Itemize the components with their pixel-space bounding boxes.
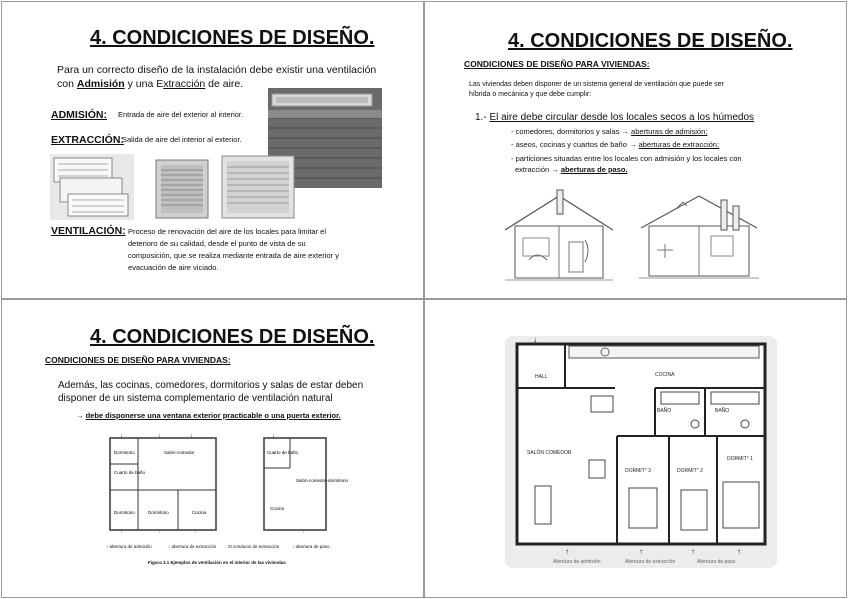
ventilacion-line-2: deterioro de su calidad, desde el punto de vista de su [128, 239, 306, 248]
bullet-2-text: - aseos, cocinas y cuartos de baño → [511, 140, 639, 149]
floor-plan-1 [108, 434, 220, 534]
extraccion-text: Salida de aire del interior al exterior. [122, 135, 242, 144]
room-dorm-2: DORMIT° 2 [677, 468, 703, 474]
slide-title: 4. CONDICIONES DE DISEÑO. [508, 30, 793, 52]
svg-text:↑: ↑ [737, 547, 741, 556]
bullet-1 [511, 128, 707, 137]
plan2-room-1: Cuarto de baño [267, 450, 299, 455]
intro-y: y una E [124, 78, 164, 90]
arrow-icon: → [76, 411, 86, 420]
room-bano-1: BAÑO [657, 408, 672, 414]
grille-photo-1 [50, 154, 134, 220]
plan1-room-6: Cocina [192, 510, 207, 515]
svg-text:↓: ↓ [158, 433, 161, 439]
para-line-1: Las viviendas deben disponer de un sistema general de ventilación que puede ser [469, 81, 724, 88]
legend-extraccion: Abertura de extracción [625, 559, 676, 565]
ventilacion-label: VENTILACIÓN: [51, 225, 126, 237]
apartment-floor-plan [505, 336, 777, 568]
svg-text:↑: ↑ [565, 547, 569, 556]
svg-text:↓: ↓ [272, 433, 275, 439]
para-line-1: Además, las cocinas, comedores, dormitorios y salas de estar deben [58, 380, 364, 391]
svg-text:↓: ↓ [120, 433, 123, 439]
legend-item-1: ↑ abertura de admisión [106, 544, 152, 549]
room-dorm-1: DORMIT° 1 [727, 456, 753, 462]
legend-label-1: abertura de admisión [109, 544, 152, 549]
bullet-3-text: extracción → [515, 165, 561, 174]
plan2-room-3: Cocina [270, 506, 285, 511]
intro-admision: Admisión [76, 78, 125, 90]
extraccion-label: EXTRACCIÓN: [51, 134, 124, 146]
plan1-room-2: Salón-comedor [164, 450, 195, 455]
legend-label-4: abertura de paso [295, 544, 330, 549]
slide-title: 4. CONDICIONES DE DISEÑO. [90, 326, 375, 348]
house-sketch-1 [499, 190, 619, 282]
point-1 [475, 112, 754, 124]
bullet-1-link: aberturas de admisión; [631, 127, 708, 136]
intro-end: de aire. [205, 78, 244, 90]
slide-subtitle: CONDICIONES DE DISEÑO PARA VIVIENDAS: [464, 59, 650, 69]
slide-1 [1, 1, 424, 299]
bullet-3-link: aberturas de paso. [560, 165, 628, 174]
legend-label-2: abertura de extracción [171, 544, 217, 549]
figure-caption: Figura 3.1 Ejemplos de ventilación en el interior de las viviendas [148, 560, 286, 565]
svg-text:↑: ↑ [639, 547, 643, 556]
intro-con: con [57, 78, 77, 90]
arrow-line-text: debe disponerse una ventana exterior practicable o una puerta exterior. [85, 411, 341, 420]
legend-item-2: ↑ abertura de extracción [168, 544, 217, 549]
svg-text:↑: ↑ [302, 529, 305, 535]
room-cocina: COCINA [655, 372, 675, 378]
arrow-line [76, 412, 341, 421]
svg-text:↑: ↑ [120, 529, 123, 535]
admision-label: ADMISIÓN: [51, 109, 107, 121]
intro-extraccion: xtracción [163, 78, 206, 90]
bullet-1-text: - comedores, dormitorios y salas → [511, 127, 632, 136]
bullet-2 [511, 141, 719, 150]
house-sketch-2 [637, 192, 761, 282]
admision-text: Entrada de aire del exterior al interior. [118, 110, 244, 119]
grille-photo-2 [156, 160, 208, 218]
room-dorm-3: DORMIT° 3 [625, 468, 651, 474]
plan1-room-5: Dormitorio [148, 510, 169, 515]
legend-paso: Abertura de paso [697, 559, 736, 565]
intro-line-2 [57, 78, 243, 90]
para-line-2: híbrida o mecánica y que debe cumplir: [469, 91, 592, 98]
grille-photo-3 [222, 156, 294, 218]
legend-item-3: ⊡ conducto de extracción [228, 544, 280, 549]
ventilacion-line-1: Proceso de renovación del aire de los locales para limitar el [128, 227, 327, 236]
slide-3 [1, 299, 424, 598]
svg-text:↑: ↑ [158, 529, 161, 535]
room-salon: SALÓN COMEDOR [527, 450, 572, 456]
bullet-2-link: aberturas de extracción; [638, 140, 720, 149]
slide-4 [424, 299, 847, 598]
slide-2 [424, 1, 847, 299]
bullet-3-line-1: - particiones situadas entre los locales con admisión y los locales con [511, 154, 742, 163]
point-number: 1.- [475, 112, 490, 123]
svg-text:↑: ↑ [194, 529, 197, 535]
legend-admision: Abertura de admisión [553, 559, 601, 565]
floor-plan-2 [262, 433, 349, 535]
room-bano-2: BAÑO [715, 408, 730, 414]
point-text: El aire debe circular desde los locales secos a los húmedos [489, 112, 755, 123]
ventilacion-line-3: composición, que se realiza mediante entrada de aire exterior y [128, 251, 339, 260]
slide-title: 4. CONDICIONES DE DISEÑO. [90, 27, 375, 49]
svg-text:↑: ↑ [691, 547, 695, 556]
room-hall: HALL [535, 374, 548, 380]
svg-text:↓: ↓ [190, 433, 193, 439]
plan1-room-1: Dormitorio [114, 450, 135, 455]
plan1-room-3: Cuarto de baño [114, 470, 146, 475]
slide-subtitle: CONDICIONES DE DISEÑO PARA VIVIENDAS: [45, 355, 231, 365]
plan1-room-4: Dormitorio [114, 510, 135, 515]
ventilacion-line-4: evacuación de aire viciado. [128, 263, 219, 272]
svg-text:↓: ↓ [533, 335, 537, 344]
legend-label-3: conducto de extracción [233, 544, 280, 549]
legend-item-4: ↕ abertura de paso [292, 544, 330, 549]
intro-line-1: Para un correcto diseño de la instalación debe existir una ventilación [57, 64, 377, 76]
plan2-room-2: Salón-comedor-dormitorio [296, 478, 349, 483]
para-line-2: disponer de un sistema complementario de ventilación natural [58, 393, 333, 404]
bullet-3-line-2 [515, 166, 628, 175]
